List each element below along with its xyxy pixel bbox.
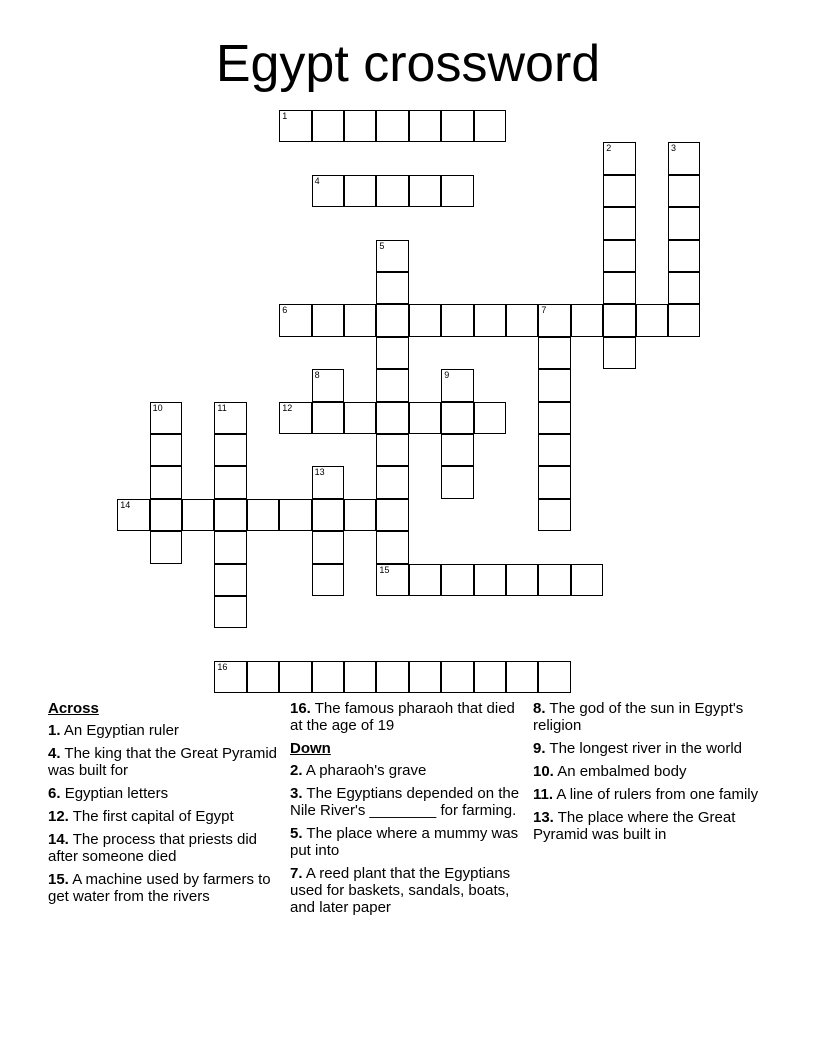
grid-cell[interactable] [668, 240, 700, 272]
grid-cell[interactable] [538, 402, 570, 434]
clue-number: 15. [48, 871, 69, 888]
grid-cell[interactable] [409, 402, 441, 434]
clue-text: A pharaoh's grave [305, 762, 427, 779]
grid-cell[interactable] [279, 499, 311, 531]
cell-number: 13 [314, 467, 325, 478]
clue-number: 8. [533, 700, 546, 717]
clue-number: 16. [290, 700, 311, 717]
grid-cell[interactable] [441, 661, 473, 693]
cell-number: 3 [671, 143, 677, 154]
clue-number: 7. [290, 865, 303, 882]
grid-cell[interactable] [247, 661, 279, 693]
grid-cell[interactable] [538, 661, 570, 693]
grid-cell[interactable] [344, 110, 376, 142]
grid-cell[interactable] [474, 110, 506, 142]
grid-cell[interactable] [376, 661, 408, 693]
clue-down-11 [533, 786, 765, 803]
cell-number: 16 [217, 661, 228, 672]
grid-cell[interactable] [441, 564, 473, 596]
clues-column-3 [533, 700, 765, 849]
grid-cell[interactable] [376, 499, 408, 531]
grid-cell[interactable] [376, 337, 408, 369]
cell-number: 6 [282, 305, 288, 316]
grid-cell[interactable] [441, 466, 473, 498]
grid-cell[interactable] [312, 531, 344, 563]
clue-text: A machine used by farmers to get water from the rivers [48, 871, 271, 905]
grid-cell[interactable] [376, 369, 408, 401]
grid-cell[interactable] [376, 304, 408, 336]
grid-cell[interactable] [182, 499, 214, 531]
grid-cell[interactable] [214, 434, 246, 466]
grid-cell[interactable] [344, 402, 376, 434]
clue-text: A reed plant that the Egyptians used for baskets, sandals, boats, and later paper [290, 865, 511, 916]
clue-number: 6. [48, 785, 61, 802]
grid-cell[interactable] [603, 175, 635, 207]
grid-cell[interactable] [344, 661, 376, 693]
clue-down-2 [290, 762, 522, 779]
page-title: Egypt crossword [215, 35, 601, 93]
grid-cell[interactable] [214, 564, 246, 596]
clue-down-13 [533, 809, 765, 843]
grid-cell[interactable] [344, 175, 376, 207]
grid-cell[interactable] [441, 110, 473, 142]
clue-text: Egyptian letters [64, 785, 169, 802]
clue-text: The place where a mummy was put into [290, 825, 519, 859]
grid-cell[interactable] [474, 402, 506, 434]
clue-number: 14. [48, 831, 69, 848]
grid-cell[interactable] [312, 304, 344, 336]
grid-cell[interactable] [247, 499, 279, 531]
clue-number: 9. [533, 740, 546, 757]
down-heading: Down [290, 740, 331, 757]
clue-down-10 [533, 763, 765, 780]
grid-cell[interactable] [538, 434, 570, 466]
grid-cell[interactable] [117, 499, 149, 531]
grid-cell[interactable] [538, 369, 570, 401]
grid-cell[interactable] [376, 402, 408, 434]
grid-cell[interactable] [376, 272, 408, 304]
cell-number: 10 [152, 402, 163, 413]
clues-column-1 [48, 700, 280, 911]
clue-text: The longest river in the world [549, 740, 743, 757]
grid-cell[interactable] [376, 531, 408, 563]
grid-cell[interactable] [376, 175, 408, 207]
grid-cell[interactable] [150, 531, 182, 563]
grid-cell[interactable] [312, 402, 344, 434]
grid-cell[interactable] [538, 499, 570, 531]
clue-number: 10. [533, 763, 554, 780]
clue-number: 1. [48, 722, 61, 739]
clue-number: 13. [533, 809, 554, 826]
grid-cell[interactable] [668, 142, 700, 174]
clue-across-14 [48, 831, 280, 865]
grid-cell[interactable] [603, 207, 635, 239]
grid-cell[interactable] [603, 240, 635, 272]
cell-number: 2 [606, 143, 612, 154]
grid-cell[interactable] [603, 142, 635, 174]
grid-cell[interactable] [441, 402, 473, 434]
cell-number: 12 [282, 402, 293, 413]
clue-text: An embalmed body [557, 763, 687, 780]
clue-across-15 [48, 871, 280, 905]
clue-across-12 [48, 808, 280, 825]
cell-number: 5 [379, 240, 385, 251]
grid-cell[interactable] [506, 564, 538, 596]
grid-cell[interactable] [214, 499, 246, 531]
grid-cell[interactable] [376, 110, 408, 142]
grid-cell[interactable] [312, 564, 344, 596]
cell-number: 7 [541, 305, 547, 316]
grid-cell[interactable] [571, 304, 603, 336]
grid-cell[interactable] [474, 661, 506, 693]
grid-cell[interactable] [409, 564, 441, 596]
grid-cell[interactable] [279, 402, 311, 434]
clue-across-4 [48, 745, 280, 779]
clue-text: The process that priests did after someone died [48, 831, 258, 865]
grid-cell[interactable] [376, 564, 408, 596]
grid-cell[interactable] [409, 110, 441, 142]
grid-cell[interactable] [312, 110, 344, 142]
grid-cell[interactable] [668, 207, 700, 239]
grid-cell[interactable] [376, 434, 408, 466]
grid-cell[interactable] [150, 499, 182, 531]
grid-cell[interactable] [409, 175, 441, 207]
grid-cell[interactable] [279, 304, 311, 336]
grid-cell[interactable] [344, 304, 376, 336]
clues-column-2 [290, 700, 522, 922]
grid-cell[interactable] [441, 304, 473, 336]
grid-cell[interactable] [150, 434, 182, 466]
grid-cell[interactable] [636, 304, 668, 336]
grid-cell[interactable] [603, 272, 635, 304]
grid-cell[interactable] [344, 499, 376, 531]
cell-number: 4 [314, 175, 320, 186]
grid-cell[interactable] [376, 240, 408, 272]
grid-cell[interactable] [538, 466, 570, 498]
grid-cell[interactable] [150, 402, 182, 434]
clue-text: The god of the sun in Egypt's religion [533, 700, 744, 734]
clue-number: 3. [290, 785, 303, 802]
grid-cell[interactable] [441, 369, 473, 401]
grid-cell[interactable] [571, 564, 603, 596]
grid-cell[interactable] [279, 110, 311, 142]
clue-text: The Egyptians depended on the Nile River's ________ for farming. [290, 785, 520, 819]
grid-cell[interactable] [506, 661, 538, 693]
grid-cell[interactable] [538, 337, 570, 369]
clue-across-1 [48, 722, 280, 739]
grid-cell[interactable] [603, 337, 635, 369]
grid-cell[interactable] [668, 304, 700, 336]
across-heading: Across [48, 700, 99, 717]
clue-down-7 [290, 865, 522, 916]
grid-cell[interactable] [214, 596, 246, 628]
grid-cell[interactable] [441, 434, 473, 466]
clue-text: A line of rulers from one family [556, 786, 759, 803]
clue-down-3 [290, 785, 522, 819]
grid-cell[interactable] [474, 304, 506, 336]
grid-cell[interactable] [603, 304, 635, 336]
clue-text: The first capital of Egypt [72, 808, 234, 825]
grid-cell[interactable] [668, 272, 700, 304]
clue-down-5 [290, 825, 522, 859]
grid-cell[interactable] [312, 661, 344, 693]
clue-number: 11. [533, 786, 554, 803]
clue-number: 4. [48, 745, 61, 762]
grid-cell[interactable] [312, 466, 344, 498]
grid-cell[interactable] [538, 304, 570, 336]
clue-number: 12. [48, 808, 69, 825]
clue-text: The famous pharaoh that died at the age of 19 [290, 700, 515, 734]
cell-number: 1 [282, 111, 288, 121]
grid-cell[interactable] [668, 175, 700, 207]
grid-cell[interactable] [279, 661, 311, 693]
clue-down-9 [533, 740, 765, 757]
grid-cell[interactable] [376, 466, 408, 498]
grid-cell[interactable] [214, 466, 246, 498]
cell-number: 9 [444, 370, 450, 381]
clue-down-8 [533, 700, 765, 734]
grid-cell[interactable] [214, 661, 246, 693]
clue-across-16 [290, 700, 522, 734]
grid-cell[interactable] [312, 499, 344, 531]
grid-cell[interactable] [474, 564, 506, 596]
clue-text: The place where the Great Pyramid was built in [533, 809, 736, 843]
cell-number: 11 [217, 402, 227, 413]
clue-number: 2. [290, 762, 303, 779]
cell-number: 15 [379, 564, 390, 575]
grid-cell[interactable] [409, 304, 441, 336]
grid-cell[interactable] [506, 304, 538, 336]
clue-text: An Egyptian ruler [63, 722, 179, 739]
clue-text: The king that the Great Pyramid was built for [48, 745, 278, 779]
grid-cell[interactable] [312, 175, 344, 207]
cell-number: 14 [120, 499, 131, 510]
grid-cell[interactable] [214, 531, 246, 563]
grid-cell[interactable] [312, 369, 344, 401]
grid-cell[interactable] [214, 402, 246, 434]
cell-number: 8 [314, 370, 320, 381]
grid-cell[interactable] [150, 466, 182, 498]
grid-cell[interactable] [538, 564, 570, 596]
clue-number: 5. [290, 825, 303, 842]
grid-cell[interactable] [441, 175, 473, 207]
clue-across-6 [48, 785, 280, 802]
grid-cell[interactable] [409, 661, 441, 693]
